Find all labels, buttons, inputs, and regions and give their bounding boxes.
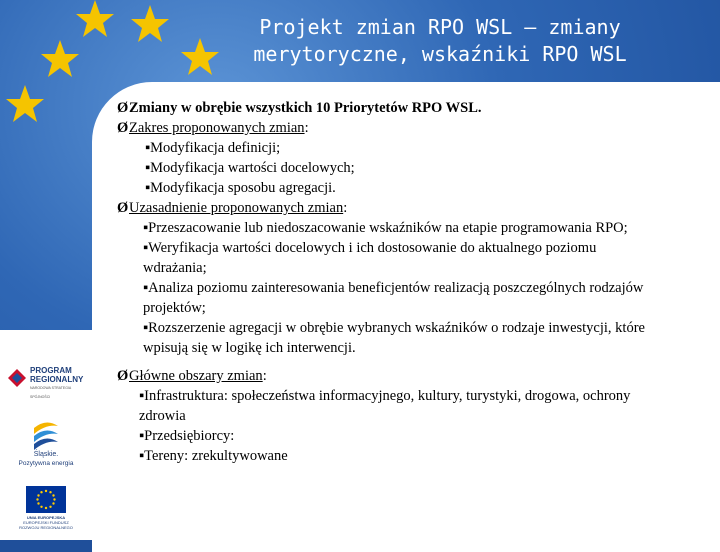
bullet-1: Ø Zmiany w obrębie wszystkich 10 Priorytetów RPO WSL. <box>117 98 657 118</box>
list-item: ▪Modyfikacja wartości docelowych; <box>145 160 355 176</box>
list-item: ▪Tereny: zrekultywowane <box>139 448 288 464</box>
ue-logo: UNIA EUROPEJSKA EUROPEJSKI FUNDUSZ ROZWOJU REGIONALNEGO <box>0 486 92 530</box>
slaskie-wave-icon <box>31 418 61 450</box>
list-item: ▪Modyfikacja sposobu agregacji. <box>145 180 336 196</box>
bullet-3-heading: Uzasadnienie proponowanych zmian <box>129 200 344 216</box>
bullet-3: Ø Uzasadnienie proponowanych zmian: <box>117 198 657 218</box>
slaskie-logo: Śląskie. Pozytywna energia <box>0 418 92 468</box>
list-item: ▪Weryfikacja wartości docelowych i ich dostosowanie do aktualnego poziomu wdrażania; <box>143 240 597 276</box>
bullet-4: Ø Główne obszary zmian: <box>117 366 657 386</box>
list-item: ▪Przeszacowanie lub niedoszacowanie wskaźników na etapie programowania RPO; <box>143 220 628 236</box>
list-item: ▪Analiza poziomu zainteresowania beneficjentów realizacją poszczególnych rodzajów projektów; <box>143 280 644 316</box>
bullet-2: Ø Zakres proponowanych zmian: <box>117 118 657 138</box>
slide-content <box>117 98 657 466</box>
list-item: ▪Infrastruktura: społeczeństwa informacyjnego, kultury, turystyki, drogowa, ochrony zdrowia <box>139 388 631 424</box>
program-flag-icon <box>6 367 28 389</box>
title-line-2: merytoryczne, wskaźniki RPO WSL <box>253 42 627 66</box>
bullet-4-heading: Główne obszary zmian <box>129 368 263 384</box>
title-line-1: Projekt zmian RPO WSL – zmiany <box>259 15 621 39</box>
bullet-2-heading: Zakres proponowanych zmian <box>129 120 305 136</box>
list-item: ▪Rozszerzenie agregacji w obrębie wybranych wskaźników o rodzaje inwestycji, które wpisują się w logikę ich interwencji. <box>143 320 645 356</box>
eu-flag-icon <box>26 486 66 513</box>
list-item: ▪Modyfikacja definicji; <box>145 140 281 156</box>
list-item: ▪Przedsiębiorcy: <box>139 428 235 444</box>
slide-title <box>220 14 660 68</box>
